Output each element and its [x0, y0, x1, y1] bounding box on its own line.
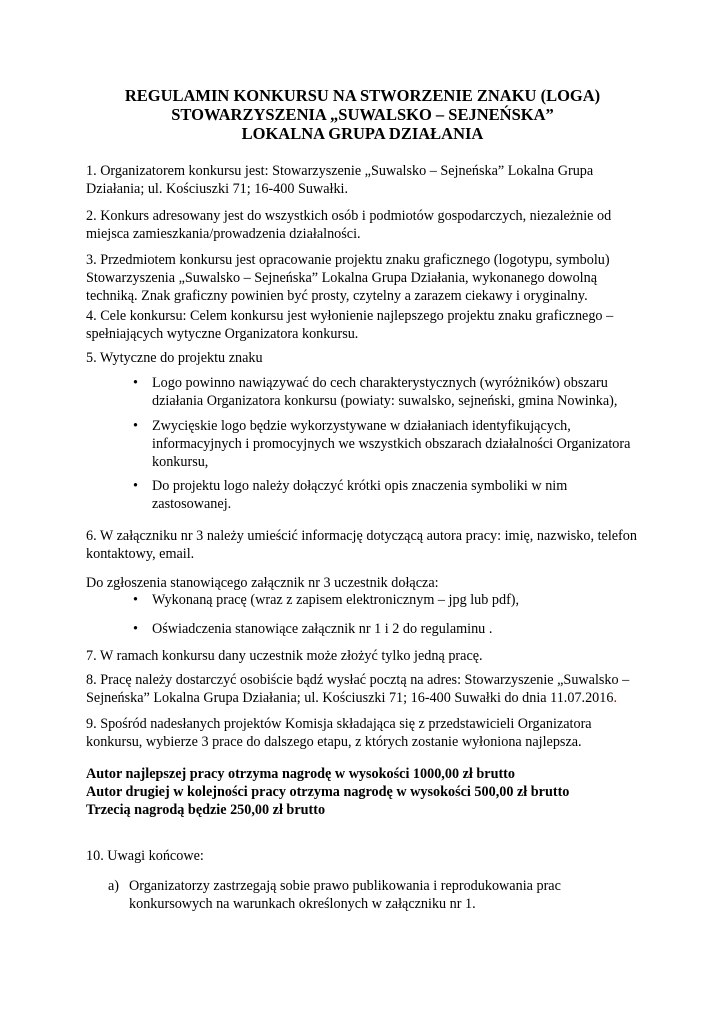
paragraph-2	[86, 207, 646, 243]
list-item-line: działania Organizatora konkursu (powiaty: suwalsko, sejneński, gmina Nowinka),	[152, 393, 618, 409]
paragraph-line: 5. Wytyczne do projektu znaku	[86, 350, 263, 366]
list-item	[152, 417, 630, 471]
paragraph-5	[86, 349, 646, 367]
list-item-line: Wykonaną pracę (wraz z zapisem elektronicznym – jpg lub pdf),	[152, 592, 520, 608]
bullet-marker: •	[133, 375, 138, 391]
prizes-block	[86, 765, 646, 819]
paragraph-line: 2. Konkurs adresowany jest do wszystkich osób i podmiotów gospodarczych, niezależnie od	[86, 208, 612, 224]
bullet-marker: •	[133, 478, 138, 494]
list-item-line: Logo powinno nawiązywać do cech charakterystycznych (wyróżników) obszaru	[152, 375, 608, 391]
prize-line: Autor drugiej w kolejności pracy otrzyma nagrodę w wysokości 500,00 zł brutto	[86, 784, 570, 800]
paragraph-3	[86, 251, 646, 305]
paragraph-line: miejsca zamieszkania/prowadzenia działalności.	[86, 226, 361, 242]
paragraph-line: 9. Spośród nadesłanych projektów Komisja składająca się z przedstawicieli Organizatora	[86, 716, 592, 732]
paragraph-6b	[86, 574, 646, 592]
paragraph-line: konkursowych na warunkach określonych w załączniku nr 1.	[129, 896, 476, 912]
paragraph-line: kontaktowy, email.	[86, 546, 195, 562]
paragraph-9	[86, 715, 646, 751]
bullet-marker: •	[133, 418, 138, 434]
prize-line: Autor najlepszej pracy otrzyma nagrodę w wysokości 1000,00 zł brutto	[86, 766, 515, 782]
paragraph-line: techniką. Znak graficzny powinien być prosty, czytelny a zarazem ciekawy i oryginalny.	[86, 288, 588, 304]
title-line-1: REGULAMIN KONKURSU NA STWORZENIE ZNAKU (LOGA)	[124, 86, 601, 105]
paragraph-line: Organizatorzy zastrzegają sobie prawo publikowania i reprodukowania prac	[129, 878, 561, 894]
paragraph-line	[86, 689, 646, 707]
list-item-line: informacyjnych i promocyjnych we wszystkich obszarach działalności Organizatora	[152, 436, 631, 452]
paragraph-line: konkursu, wybierze 3 prace do dalszego etapu, z których zostanie wyłoniona najlepsza.	[86, 734, 582, 750]
list-item	[152, 620, 492, 638]
paragraph-line: 8. Pracę należy dostarczyć osobiście bądź wysłać pocztą na adres: Stowarzyszenie „Suwalsko –	[86, 672, 630, 688]
paragraph-line: 6. W załączniku nr 3 należy umieścić informację dotyczącą autora pracy: imię, nazwisko, telefon	[86, 528, 637, 544]
paragraph-line: Do zgłoszenia stanowiącego załącznik nr 3 uczestnik dołącza:	[86, 575, 439, 591]
paragraph-6	[86, 527, 646, 563]
paragraph-8	[86, 671, 646, 707]
bullet-marker: •	[133, 621, 138, 637]
bullet-marker: •	[133, 592, 138, 608]
paragraph-7	[86, 647, 646, 665]
list-marker-a: a)	[108, 878, 120, 894]
paragraph-line: 1. Organizatorem konkursu jest: Stowarzyszenie „Suwalsko – Sejneńska” Lokalna Grupa	[86, 163, 594, 179]
paragraph-line: 3. Przedmiotem konkursu jest opracowanie projektu znaku graficznego (logotypu, symbolu)	[86, 252, 610, 268]
list-item-line: Do projektu logo należy dołączyć krótki opis znaczenia symboliki w nim	[152, 478, 568, 494]
list-item	[152, 374, 617, 410]
document-title	[60, 86, 665, 143]
paragraph-4	[86, 307, 646, 343]
paragraph-10	[86, 847, 646, 865]
paragraph-line: Działania; ul. Kościuszki 71; 16-400 Suwałki.	[86, 181, 349, 197]
title-line-3: LOKALNA GRUPA DZIAŁANIA	[241, 124, 484, 143]
list-item-line: zastosowanej.	[152, 496, 232, 512]
title-line-2: STOWARZYSZENIA „SUWALSKO – SEJNEŃSKA”	[171, 105, 554, 124]
list-item	[152, 477, 567, 513]
paragraph-10a	[129, 877, 649, 913]
prize-line: Trzecią nagrodą będzie 250,00 zł brutto	[86, 802, 326, 818]
list-item-line: Zwycięskie logo będzie wykorzystywane w działaniach identyfikujących,	[152, 418, 571, 434]
deadline-text: Sejneńska” Lokalna Grupa Działania; ul. Kościuszki 71; 16-400 Suwałki do dnia 11.07.2016	[86, 690, 614, 706]
paragraph-line: Stowarzyszenia „Suwalsko – Sejneńska” Lokalna Grupa Działania, wykonanego dowolną	[86, 270, 597, 286]
paragraph-line: 7. W ramach konkursu dany uczestnik może złożyć tylko jedną pracę.	[86, 648, 483, 664]
list-item-line: Oświadczenia stanowiące załącznik nr 1 i 2 do regulaminu .	[152, 621, 493, 637]
deadline-period: .	[613, 690, 618, 706]
paragraph-line: spełniających wytyczne Organizatora konkursu.	[86, 326, 359, 342]
paragraph-line: 10. Uwagi końcowe:	[86, 848, 204, 864]
paragraph-1	[86, 162, 646, 198]
paragraph-line: 4. Cele konkursu: Celem konkursu jest wyłonienie najlepszego projektu znaku graficznego –	[86, 308, 614, 324]
list-item-line: konkursu,	[152, 454, 209, 470]
list-item	[152, 591, 519, 609]
